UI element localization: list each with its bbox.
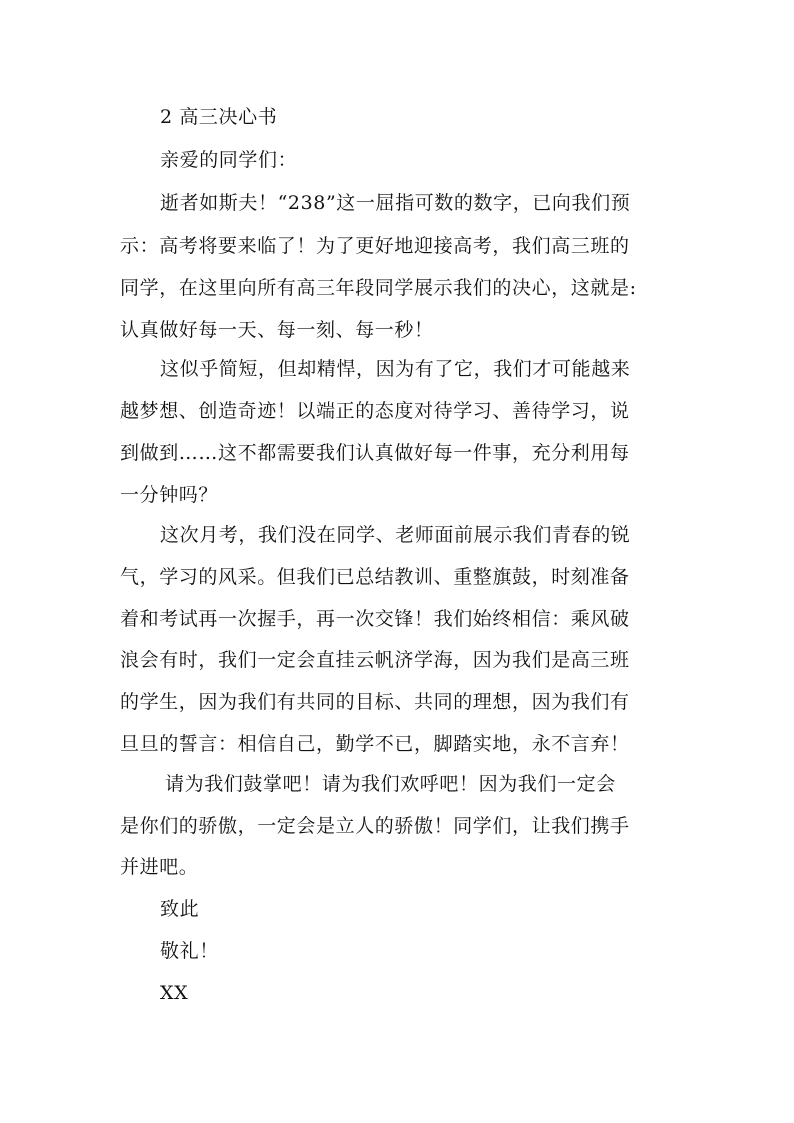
paragraph-3-line-4: 浪会有时，我们一定会直挂云帆济学海，因为我们是高三班 bbox=[120, 649, 630, 671]
paragraph-3-line-5: 的学生，因为我们有共同的目标、共同的理想，因为我们有 bbox=[120, 691, 630, 713]
paragraph-1-line-1: 逝者如斯夫！“238”这一屈指可数的数字，已向我们预 bbox=[160, 192, 631, 214]
signature: XX bbox=[160, 982, 189, 1004]
regards: 敬礼！ bbox=[160, 940, 219, 962]
closing: 致此 bbox=[160, 898, 200, 920]
paragraph-4-line-1: 请为我们鼓掌吧！请为我们欢呼吧！因为我们一定会 bbox=[165, 773, 616, 795]
paragraph-3-line-3: 着和考试再一次握手，再一次交锋！我们始终相信：乘风破 bbox=[120, 608, 630, 630]
paragraph-4-line-2: 是你们的骄傲，一定会是立人的骄傲！同学们，让我们携手 bbox=[120, 815, 630, 837]
paragraph-1-line-3: 同学，在这里向所有高三年段同学展示我们的决心，这就是: bbox=[120, 277, 637, 299]
paragraph-2-line-1: 这似乎简短，但却精悍，因为有了它，我们才可能越来 bbox=[160, 358, 631, 380]
paragraph-3-line-6: 旦旦的誓言：相信自己，勤学不已，脚踏实地，永不言弃！ bbox=[120, 733, 630, 755]
paragraph-3-line-1: 这次月考，我们没在同学、老师面前展示我们青春的锐 bbox=[160, 524, 631, 546]
salutation: 亲爱的同学们： bbox=[160, 149, 298, 171]
document-title: 2 高三决心书 bbox=[160, 106, 278, 128]
paragraph-3-line-2: 气，学习的风采。但我们已总结教训、重整旗鼓，时刻准备 bbox=[120, 566, 630, 588]
paragraph-4-line-3: 并进吧。 bbox=[120, 856, 199, 878]
paragraph-2-line-4: 一分钟吗？ bbox=[120, 484, 219, 506]
paragraph-1-line-2: 示：高考将要来临了！为了更好地迎接高考，我们高三班的 bbox=[120, 235, 630, 257]
paragraph-2-line-3: 到做到……这不都需要我们认真做好每一件事，充分利用每 bbox=[120, 442, 630, 464]
paragraph-1-line-4: 认真做好每一天、每一刻、每一秒！ bbox=[120, 319, 434, 341]
paragraph-2-line-2: 越梦想、创造奇迹！以端正的态度对待学习、善待学习，说 bbox=[120, 400, 630, 422]
